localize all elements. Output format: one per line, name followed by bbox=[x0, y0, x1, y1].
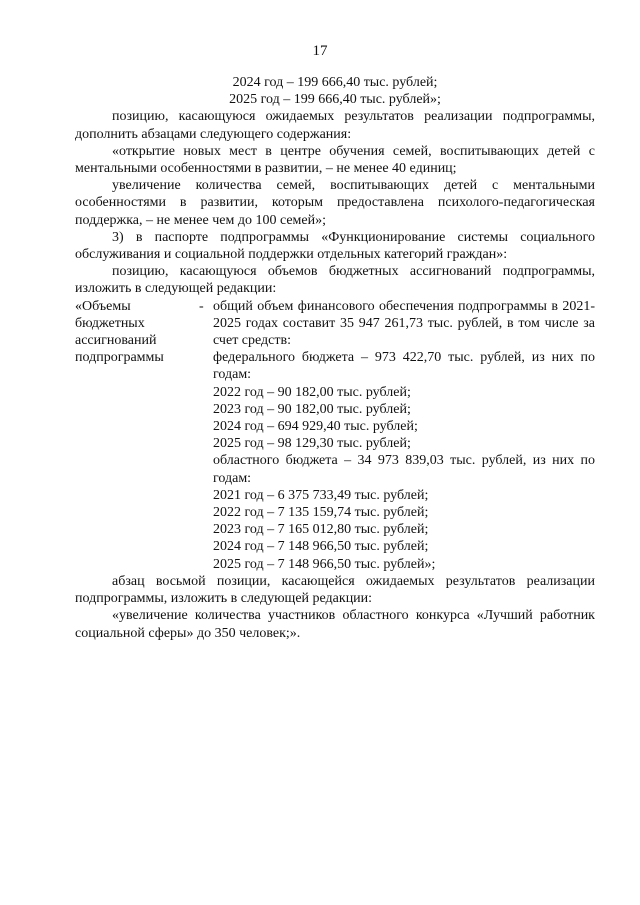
budget-table bbox=[75, 298, 595, 573]
paragraph: абзац восьмой позиции, касающейся ожидаемых результатов реализации подпрограммы, изложить в следующей редакции: bbox=[75, 573, 595, 607]
federal-year-line: 2024 год – 694 929,40 тыс. рублей; bbox=[213, 419, 418, 435]
budget-table-label-cell bbox=[75, 298, 213, 573]
budget-table-dash: - bbox=[199, 298, 204, 314]
text-line: 2024 год – 199 666,40 тыс. рублей; bbox=[232, 75, 438, 90]
budget-intro: общий объем финансового обеспечения подпрограммы в 2021-2025 годах составит 35 947 261,73 тыс. рублей, в том числе за счет средств: bbox=[213, 298, 595, 349]
federal-year-line: 2025 год – 98 129,30 тыс. рублей; bbox=[213, 436, 411, 452]
paragraph: позицию, касающуюся объемов бюджетных ассигнований подпрограммы, изложить в следующей редакции: bbox=[75, 264, 595, 297]
regional-year-line: 2024 год – 7 148 966,50 тыс. рублей; bbox=[213, 539, 429, 555]
text-line: 2025 год – 199 666,40 тыс. рублей»; bbox=[229, 92, 441, 108]
regional-year-line: 2021 год – 6 375 733,49 тыс. рублей; bbox=[213, 487, 429, 503]
regional-year-line: 2022 год – 7 135 159,74 тыс. рублей; bbox=[213, 505, 429, 521]
federal-year-line: 2023 год – 90 182,00 тыс. рублей; bbox=[213, 401, 411, 417]
paragraph: «увеличение количества участников областного конкурса «Лучший работник социальной сферы» до 350 человек;». bbox=[75, 608, 595, 641]
document-body bbox=[75, 74, 595, 642]
paragraph: «открытие новых мест в центре обучения семей, воспитывающих детей с ментальными особенностями в развитии, – не менее 40 единиц; bbox=[75, 143, 595, 177]
paragraph: позицию, касающуюся ожидаемых результатов реализации подпрограммы, дополнить абзацами следующего содержания: bbox=[75, 109, 595, 142]
paragraph: увеличение количества семей, воспитывающих детей с ментальными особенностями в развитии, которым предоставлена психолого-педагогическая поддержка, – не менее чем до 100 семей»; bbox=[75, 178, 595, 228]
paragraph: 3) в паспорте подпрограммы «Функционирование системы социального обслуживания и социальной поддержки отдельных категорий граждан»: bbox=[75, 229, 595, 263]
federal-year-line: 2022 год – 90 182,00 тыс. рублей; bbox=[213, 384, 411, 400]
regional-year-line: 2025 год – 7 148 966,50 тыс. рублей»; bbox=[213, 556, 436, 572]
federal-budget: федерального бюджета – 973 422,70 тыс. рублей, из них по годам: bbox=[213, 350, 595, 383]
budget-table-value-cell bbox=[213, 298, 595, 573]
regional-year-line: 2023 год – 7 165 012,80 тыс. рублей; bbox=[213, 522, 429, 538]
budget-table-label: «Объемы бюджетных ассигнований подпрограммы bbox=[75, 298, 164, 366]
page-number: 17 bbox=[312, 43, 328, 59]
regional-budget: областного бюджета – 34 973 839,03 тыс. рублей, из них по годам: bbox=[213, 453, 595, 486]
